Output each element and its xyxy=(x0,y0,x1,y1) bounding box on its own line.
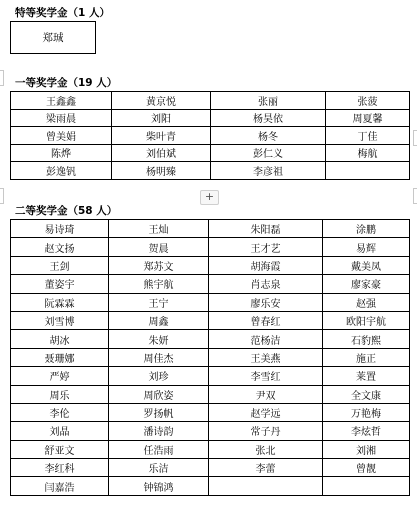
table-cell: 刘雪博 xyxy=(11,311,109,329)
table-cell: 舒亚文 xyxy=(11,440,109,458)
table-cell: 张菠 xyxy=(326,92,410,110)
table-row xyxy=(11,144,410,162)
table-cell: 贺晨 xyxy=(109,238,209,256)
table-row xyxy=(11,109,410,127)
table-cell: 周乐 xyxy=(11,385,109,403)
table-cell: 刘伯斌 xyxy=(112,144,211,162)
table-row xyxy=(11,440,410,458)
table-cell: 施正 xyxy=(323,348,410,366)
table-row xyxy=(11,422,410,440)
table-cell: 周欣姿 xyxy=(109,385,209,403)
table-cell: 梁雨晨 xyxy=(11,109,112,127)
table-cell: 莱置 xyxy=(323,367,410,385)
table-row xyxy=(11,162,410,180)
table-cell: 易诗琦 xyxy=(11,220,109,238)
table-cell: 彭仁义 xyxy=(211,144,326,162)
table-cell: 聂珊娜 xyxy=(11,348,109,366)
table-row xyxy=(11,22,96,54)
table-cell: 曾美娟 xyxy=(11,127,112,145)
table-row xyxy=(11,92,410,110)
table-cell: 张丽 xyxy=(211,92,326,110)
second-heading: 二等奖学金（58 人） xyxy=(15,205,118,217)
table-row xyxy=(11,459,410,477)
table-cell: 阮霖霖 xyxy=(11,293,109,311)
table-cell: 曾春红 xyxy=(209,311,323,329)
table-cell: 郑苏文 xyxy=(109,256,209,274)
table-cell: 熊宇航 xyxy=(109,275,209,293)
table-cell: 涂鹏 xyxy=(323,220,410,238)
table-cell: 曾靓 xyxy=(323,459,410,477)
table-cell: 钟锦鸿 xyxy=(109,477,209,495)
special-heading: 特等奖学金（1 人） xyxy=(15,7,110,19)
table-cell: 周佳杰 xyxy=(109,348,209,366)
table-cell: 李红科 xyxy=(11,459,109,477)
table-cell: 肖志泉 xyxy=(209,275,323,293)
table-row xyxy=(11,348,410,366)
table-cell: 易辉 xyxy=(323,238,410,256)
table-cell: 范杨洁 xyxy=(209,330,323,348)
table-cell: 张北 xyxy=(209,440,323,458)
table-row xyxy=(11,330,410,348)
table-cell: 杨明臻 xyxy=(112,162,211,180)
table-cell: 常子丹 xyxy=(209,422,323,440)
table-cell: 杨昊依 xyxy=(211,109,326,127)
table-row xyxy=(11,477,410,495)
table-cell: 刘阳 xyxy=(112,109,211,127)
table-row xyxy=(11,385,410,403)
table-cell: 胡海霞 xyxy=(209,256,323,274)
section-marker-icon[interactable] xyxy=(0,188,4,204)
table-row xyxy=(11,311,410,329)
table-cell: 王剑 xyxy=(11,256,109,274)
table-cell: 欧阳宇航 xyxy=(323,311,410,329)
table-cell: 王灿 xyxy=(109,220,209,238)
table-cell: 刘湘 xyxy=(323,440,410,458)
table-cell: 梅航 xyxy=(326,144,410,162)
section-marker-icon[interactable] xyxy=(413,188,417,204)
table-cell: 罗扬帆 xyxy=(109,403,209,421)
table-cell: 王宁 xyxy=(109,293,209,311)
first-heading: 一等奖学金（19 人） xyxy=(15,77,118,89)
table-cell xyxy=(209,477,323,495)
table-cell: 严婷 xyxy=(11,367,109,385)
special-table xyxy=(10,21,96,54)
table-cell: 柴叶青 xyxy=(112,127,211,145)
table-cell: 杨冬 xyxy=(211,127,326,145)
table-cell: 郑珹 xyxy=(11,22,96,54)
table-cell: 廖家豪 xyxy=(323,275,410,293)
table-cell: 黄京悦 xyxy=(112,92,211,110)
table-cell: 刘珍 xyxy=(109,367,209,385)
table-cell: 戴美凤 xyxy=(323,256,410,274)
table-row xyxy=(11,220,410,238)
table-cell: 李炫哲 xyxy=(323,422,410,440)
first-table xyxy=(10,91,410,180)
table-cell: 王才艺 xyxy=(209,238,323,256)
table-cell xyxy=(323,477,410,495)
second-table xyxy=(10,219,410,496)
section-marker-icon[interactable] xyxy=(413,130,417,146)
table-cell: 赵强 xyxy=(323,293,410,311)
table-cell: 尹双 xyxy=(209,385,323,403)
table-cell: 陈烨 xyxy=(11,144,112,162)
table-cell: 王鑫鑫 xyxy=(11,92,112,110)
table-cell: 万艳梅 xyxy=(323,403,410,421)
table-cell xyxy=(326,162,410,180)
table-cell: 彭逸钒 xyxy=(11,162,112,180)
section-marker-icon[interactable] xyxy=(0,70,4,86)
table-row xyxy=(11,127,410,145)
table-row xyxy=(11,367,410,385)
table-cell: 王美燕 xyxy=(209,348,323,366)
table-cell: 丁佳 xyxy=(326,127,410,145)
table-cell: 周夏馨 xyxy=(326,109,410,127)
table-row xyxy=(11,256,410,274)
table-cell: 闫嘉浩 xyxy=(11,477,109,495)
table-cell: 任浩雨 xyxy=(109,440,209,458)
table-cell: 周鑫 xyxy=(109,311,209,329)
table-cell: 朱阳磊 xyxy=(209,220,323,238)
table-cell: 潘诗韵 xyxy=(109,422,209,440)
table-cell: 朱妍 xyxy=(109,330,209,348)
table-cell: 胡冰 xyxy=(11,330,109,348)
table-cell: 廖乐安 xyxy=(209,293,323,311)
table-cell: 全文康 xyxy=(323,385,410,403)
table-cell: 李伦 xyxy=(11,403,109,421)
table-row xyxy=(11,293,410,311)
table-cell: 乐洁 xyxy=(109,459,209,477)
add-row-button[interactable]: + xyxy=(200,190,219,205)
table-row xyxy=(11,403,410,421)
table-cell: 李雪红 xyxy=(209,367,323,385)
table-cell: 董姿宇 xyxy=(11,275,109,293)
table-cell: 刘晶 xyxy=(11,422,109,440)
table-cell: 赵学远 xyxy=(209,403,323,421)
table-row xyxy=(11,238,410,256)
table-cell: 赵文扬 xyxy=(11,238,109,256)
table-cell: 李蕾 xyxy=(209,459,323,477)
table-cell: 李彦祖 xyxy=(211,162,326,180)
table-cell: 石豹熙 xyxy=(323,330,410,348)
table-row xyxy=(11,275,410,293)
